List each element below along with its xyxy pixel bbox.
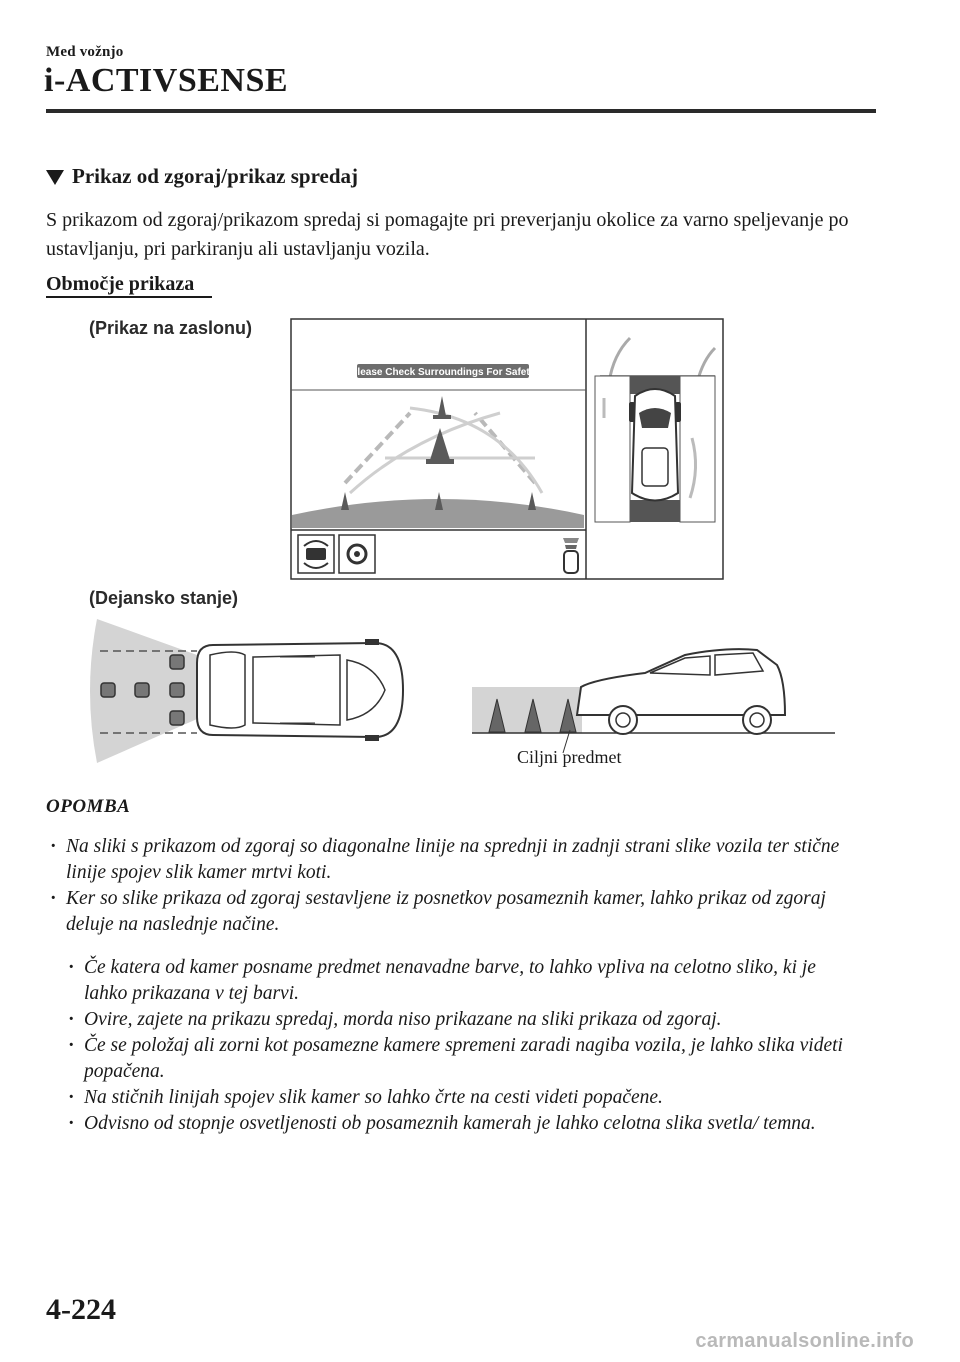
note-item: · Na sliki s prikazom od zgoraj so diagonalne linije na sprednji in zadnji strani slike vozila ter stične linije spojev slik kamer mrtvi koti. (66, 834, 876, 886)
section-heading (46, 164, 358, 189)
triangle-bullet-icon (46, 170, 64, 185)
note-subitem: · Na stičnih linijah spojev slik kamer so lahko črte na cesti videti popačene. (84, 1085, 844, 1111)
subheading: Območje prikaza (46, 273, 195, 295)
header-rule (46, 109, 876, 113)
safety-banner-text: Please Check Surroundings For Safety (350, 367, 536, 378)
note-subitem: · Če se položaj ali zorni kot posamezne kamere spremeni zaradi nagiba vozila, je lahko slika videti popačena. (84, 1033, 844, 1085)
note-subitem: · Ovire, zajete na prikazu spredaj, morda niso prikazane na sliki prikaza od zgoraj. (84, 1007, 844, 1033)
note-heading: OPOMBA (46, 796, 131, 817)
screen-display-figure (290, 318, 724, 580)
intro-paragraph: S prikazom od zgoraj/prikazom spredaj si pomagajte pri preverjanju okolice za varno speljevanje po ustavljanju, pri parkiranju ali ustavljanju vozila. (46, 209, 849, 260)
note-subitem: · Odvisno od stopnje osvetljenosti ob posameznih kamerah je lahko celotna slika svetla/ temna. (84, 1111, 874, 1137)
note-subitem: · Če katera od kamer posname predmet nenavadne barve, to lahko vpliva na celotno sliko, ki je lahko prikazana v tej barvi. (84, 955, 844, 1007)
section-heading-text: Prikaz od zgoraj/prikaz spredaj (72, 164, 359, 188)
header-title: i-ACTIVSENSE (44, 62, 289, 99)
header-section: Med vožnjo (46, 44, 124, 60)
note-item: · Ker so slike prikaza od zgoraj sestavljene iz posnetkov posameznih kamer, lahko prikaz od zgoraj deluje na naslednje načine. (66, 886, 878, 938)
actual-situation-figure (85, 615, 845, 775)
target-caption: Ciljni predmet (517, 747, 622, 767)
actual-label: (Dejansko stanje) (89, 588, 239, 608)
car-plan-icon (197, 639, 403, 741)
watermark: carmanualsonline.info (695, 1330, 914, 1352)
car-top-icon (632, 389, 678, 501)
page-number: 4-224 (46, 1293, 116, 1326)
subheading-underline (46, 296, 212, 298)
screen-label: (Prikaz na zaslonu) (89, 318, 253, 338)
suv-side-icon (577, 649, 785, 734)
